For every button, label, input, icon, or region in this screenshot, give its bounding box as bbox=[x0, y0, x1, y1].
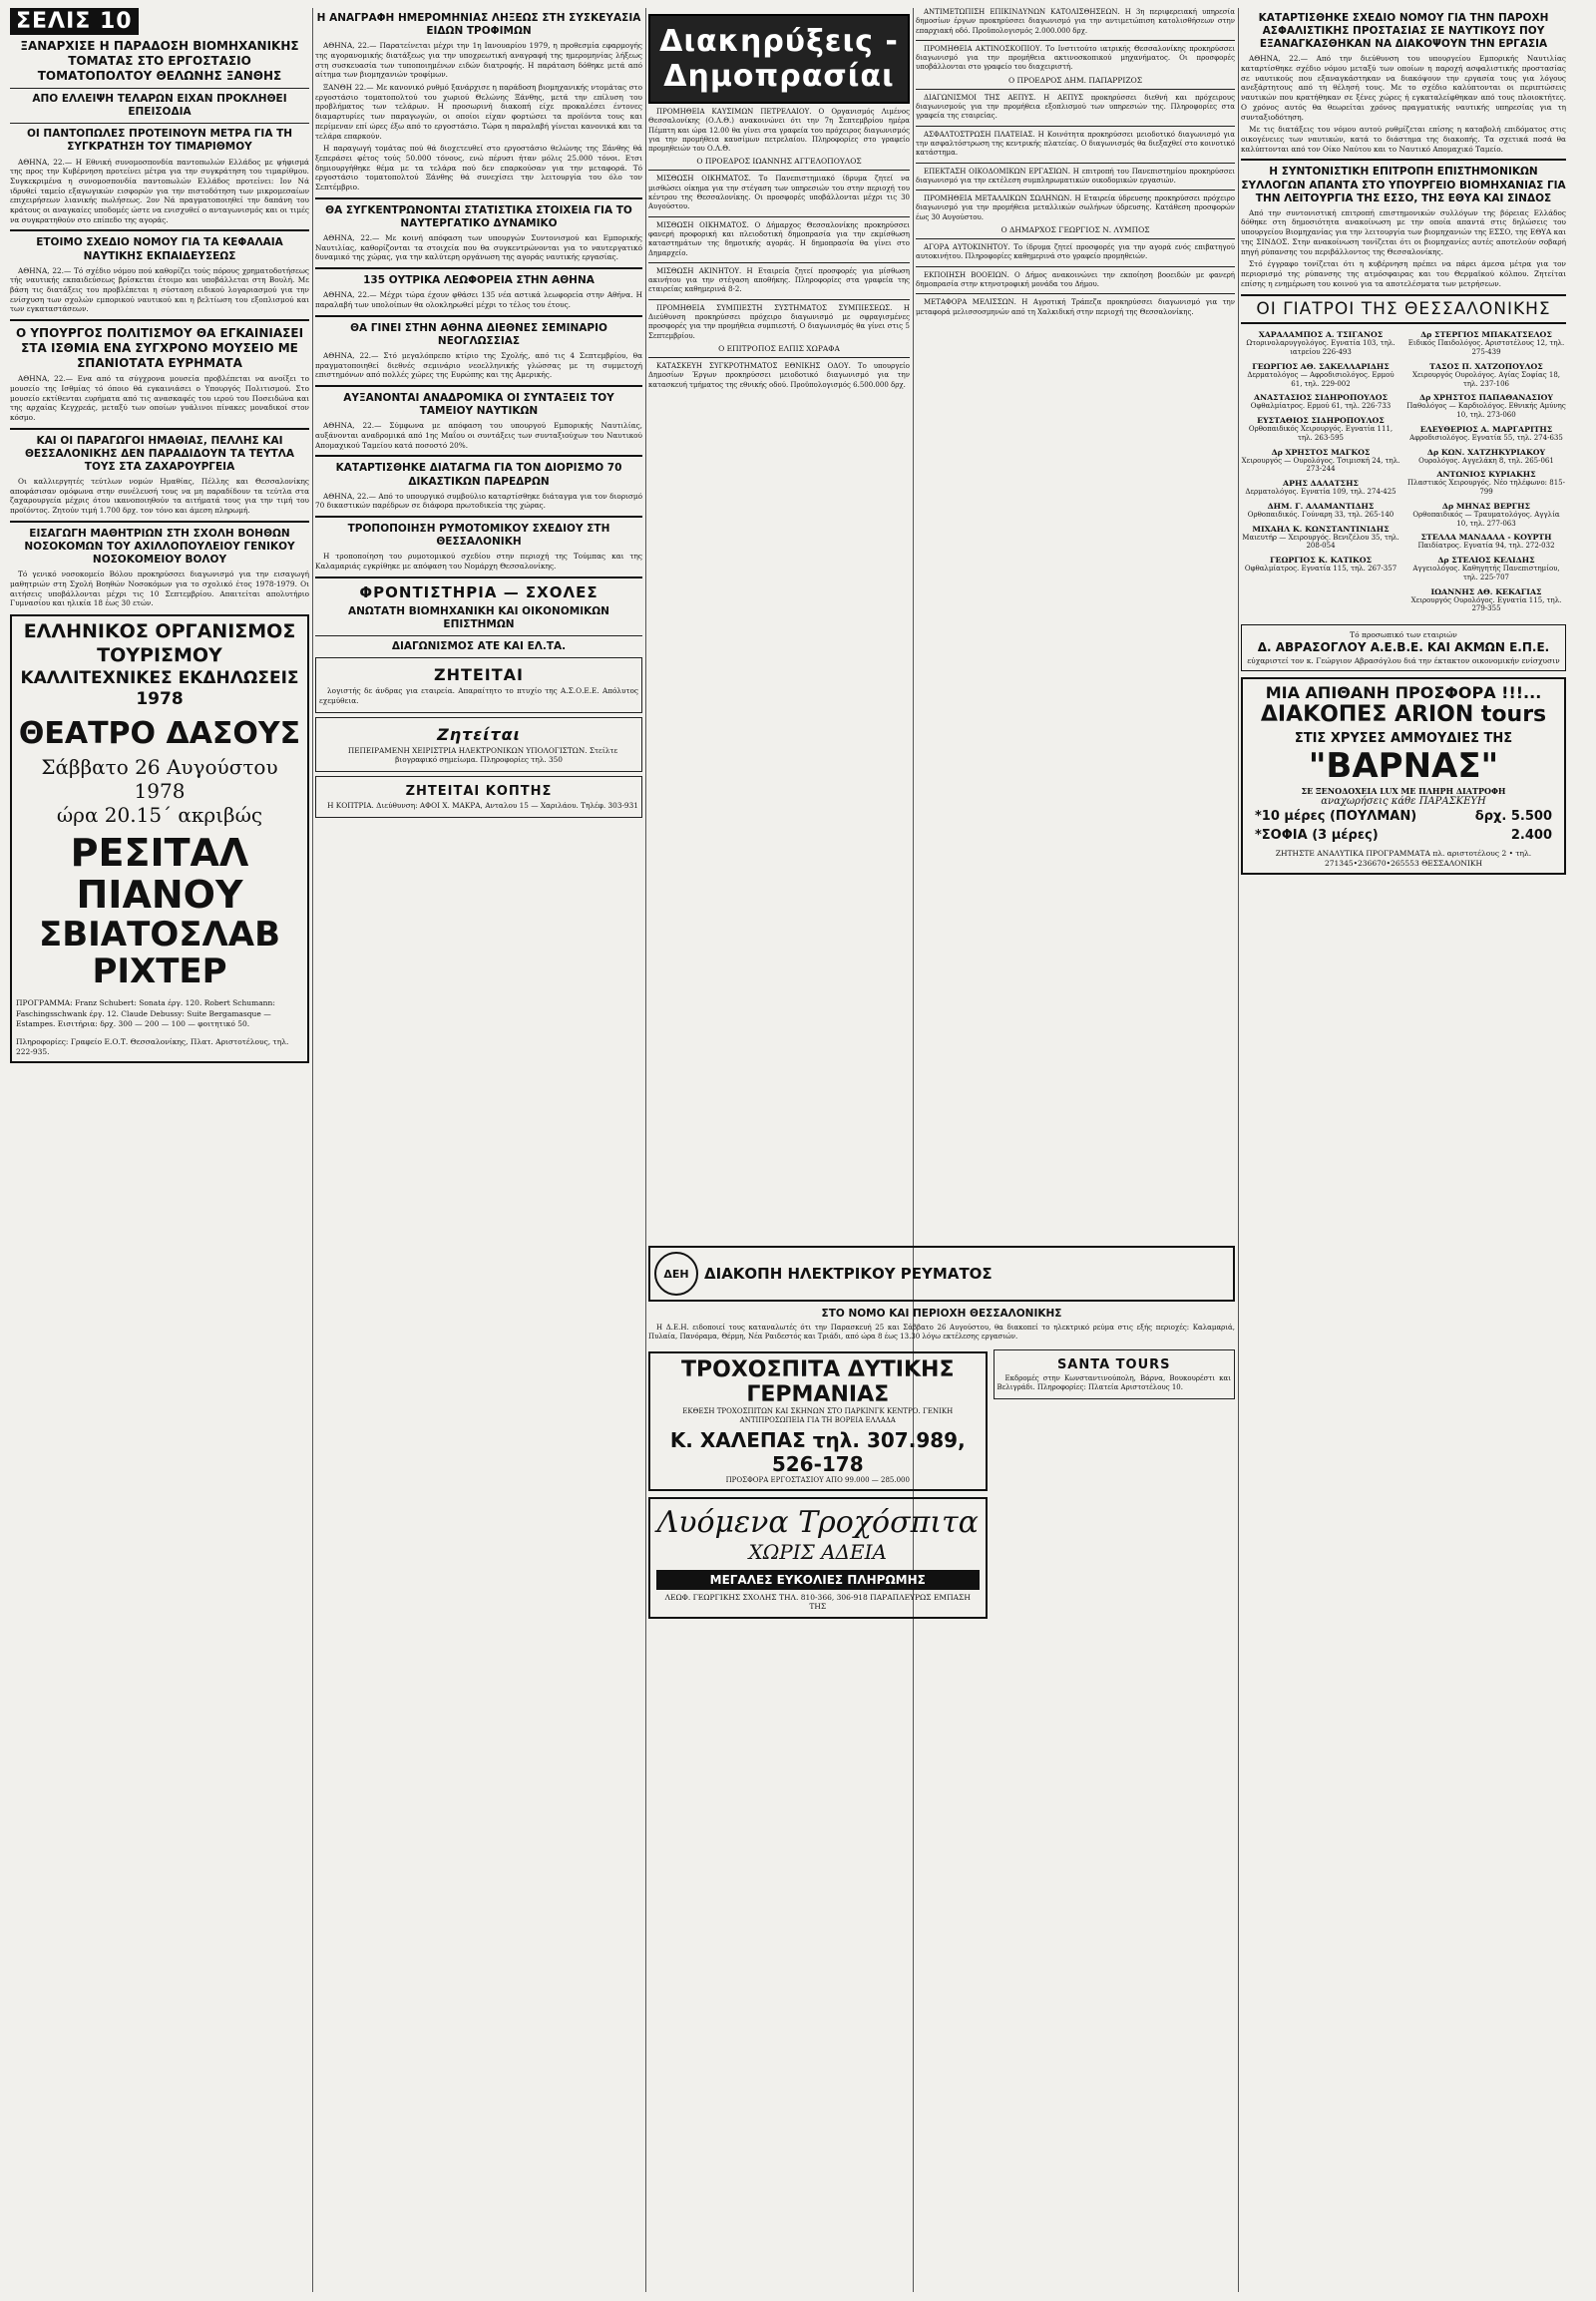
doctor-entry bbox=[1406, 425, 1566, 443]
doctor-name: Δρ ΣΤΕΛΙΟΣ ΚΕΛΙΔΗΣ bbox=[1437, 556, 1535, 566]
tender-notice: ΜΕΤΑΦΟΡΑ ΜΕΛΙΣΣΩΝ. Η Αγροτική Τράπεζα προκηρύσσει διαγωνισμό για την μεταφορά μελισσοσμηνών από τη Χαλκιδική στην περιοχή της Θεσσαλονίκης. bbox=[916, 298, 1235, 316]
article-headline: ΚΑΤΑΡΤΙΣΘΗΚΕ ΣΧΕΔΙΟ ΝΟΜΟΥ ΓΙΑ ΤΗΝ ΠΑΡΟΧΗ ΑΣΦΑΛΙΣΤΙΚΗΣ ΠΡΟΣΤΑΣΙΑΣ ΣΕ ΝΑΥΤΙΚΟΥΣ ΠΟΥ ΕΞΑΝΑΓΚΑΣΘΗΚΑΝ ΝΑ ΔΙΑΚΟΨΟΥΝ ΤΗΝ ΕΡΓΑΣΙΑ bbox=[1258, 12, 1549, 51]
tender-notice: ΜΙΣΘΩΣΗ ΑΚΙΝΗΤΟΥ. Η Εταιρεία ζητεί προσφορές για μίσθωση ακινήτου για την στέγαση αποθήκης. Πληροφορίες στα γραφεία της εταιρείας καθημερινά 8-2. bbox=[648, 266, 910, 294]
doctor-details: Μαιευτήρ — Χειρουργός. Βενιζέλου 35, τηλ. 208-054 bbox=[1242, 533, 1399, 551]
article-body: ΑΘΗΝΑ, 22.— Σύμφωνα με απόφαση του υπουργού Εμπορικής Ναυτιλίας, αυξάνονται αναδρομικά από 1ης Μαΐου οι συντάξεις των συνταξιούχων του Ναυτικού Απομαχικού Ταμείου κατά ποσοστό 20%. bbox=[315, 421, 642, 450]
arion-brand: ΔΙΑΚΟΠΕΣ ARION tours bbox=[1260, 702, 1547, 728]
column-rule bbox=[312, 8, 313, 2292]
article-headline: 135 ΟΥΤΡΙΚΑ ΛΕΩΦΟΡΕΙΑ ΣΤΗΝ ΑΘΗΝΑ bbox=[363, 274, 595, 287]
article-body: ΑΘΗΝΑ, 22.— Μέχρι τώρα έχουν φθάσει 135 νέα αστικά λεωφορεία στην Αθήνα. Η παραλαβή των υπολοίπων θα ολοκληρωθεί μέχρι το τέλος του έτους. bbox=[315, 290, 642, 309]
doctor-details: Ειδικός Παιδολόγος. Αριστοτέλους 12, τηλ. 275-439 bbox=[1407, 339, 1565, 357]
article-headline: ΕΙΣΑΓΩΓΗ ΜΑΘΗΤΡΙΩΝ ΣΤΗ ΣΧΟΛΗ ΒΟΗΘΩΝ ΝΟΣΟΚΟΜΩΝ ΤΟΥ ΑΧΙΛΛΟΠΟΥΛΕΙΟΥ ΓΕΝΙΚΟΥ ΝΟΣΟΚΟΜΕΙΟΥ ΒΟΛΟΥ bbox=[24, 527, 295, 567]
doctor-name: Δρ ΜΗΝΑΣ ΒΕΡΓΗΣ bbox=[1441, 501, 1531, 511]
doctor-details: Δερματολόγος. Εγνατία 109, τηλ. 274-425 bbox=[1245, 488, 1396, 497]
article-body: ΑΘΗΝΑ, 22.— Στό μεγαλόπρεπο κτίριο της Σχολής, από τις 4 Σεπτεμβρίου, θα πραγματοποιηθεί διεθνές σεμινάριο νεοελληνικής γλώσσας με τη συμμετοχή επιστημόνων από πολλές χώρες της Ευρώπης και της Αμερικής. bbox=[315, 350, 642, 380]
thanks-notice bbox=[1241, 624, 1566, 671]
eot-theatre: ΘΕΑΤΡΟ ΔΑΣΟΥΣ bbox=[18, 716, 301, 752]
doctor-details: Πλαστικός Χειρουργός. Νέο τηλέφωνο: 815-799 bbox=[1407, 479, 1565, 497]
doctor-details: Αφροδισιολόγος. Εγνατία 55, τηλ. 274-635 bbox=[1409, 433, 1563, 442]
doctor-name: ΔΗΜ. Γ. ΑΛΑΜΑΝΤΙΔΗΣ bbox=[1267, 501, 1375, 511]
doctor-details: Ουρολόγος. Αγγελάκη 8, τηλ. 265-061 bbox=[1418, 456, 1554, 465]
article-body: Στό έγγραφο τονίζεται ότι η κυβέρνηση πρέπει να πάρει άμεσα μέτρα για τον περιορισμό της ρύπανσης της ατμόσφαιρας και του Θερμαϊκού κόλπου. Ζητείται επίσης η ενημέρωση του κοινού για τα αποτελέσματα των μετρήσεων. bbox=[1241, 259, 1566, 288]
doctor-entry bbox=[1241, 448, 1400, 475]
doctor-entry bbox=[1241, 362, 1400, 389]
eot-pianist: ΣΒΙΑΤΟΣΛΑΒ ΡΙΧΤΕΡ bbox=[39, 914, 280, 992]
caravan-ad-price: ΠΡΟΣΦΟΡΑ ΕΡΓΟΣΤΑΣΙΟΥ ΑΠΟ 99.000 — 285.000 bbox=[725, 1475, 910, 1484]
doctors-directory-title: ΟΙ ΓΙΑΤΡΟΙ ΤΗΣ ΘΕΣΣΑΛΟΝΙΚΗΣ bbox=[1241, 294, 1566, 324]
doctor-entry bbox=[1241, 502, 1400, 520]
article-body: ΑΘΗΝΑ, 22.— Η Εθνική συνομοσπονδία παντοπωλών Ελλάδος με ψήφισμά της προς την Κυβέρνηση προτείνει μέτρα για την συγκράτηση του τιμαρίθμου. Συγκεκριμένα η συνομοσπονδία παντοπωλών Ελλάδος προτείνει: Ιον Νά ιδρυθεί ταμείο εξαγωγικών εισφορών για την πιστοδότηση των μικρομεσαίων επιχειρήσεων λιανικής πωλήσεως. 2ον Νά πραγματοποιηθεί την δαπάνη του κράτους οι αναγκαίες υποδομές ώστε να ενισχυθεί ο ανταγωνισμός και οι τιμές να συγκρατηθούν στο επίπεδο της αγοράς. bbox=[10, 157, 309, 224]
doctor-name: Δρ ΚΩΝ. ΧΑΤΖΗΚΥΡΙΑΚΟΥ bbox=[1426, 447, 1546, 457]
exam-headline: ΔΙΑΓΩΝΙΣΜΟΣ ΑΤΕ ΚΑΙ ΕΛ.ΤΑ. bbox=[391, 639, 567, 652]
article-body: ΞΑΝΘΗ 22.— Με κανονικό ρυθμό ξανάρχισε η παράδοση βιομηχανικής ντομάτας στο εργοστάσιο τοματοπολτού του χωριού Θελώνης Ξάνθης, μετά την επίλυση του προβλήματος των τελάρων. Η προσωρινή διακοπή είχε προκαλέσει έντονες διαμαρτυρίες των παραγωγών, οι οποίοι είχαν φορτώσει τα προϊόντα τους και περίμεναν επί ώρες έξω από το εργοστάσιο. Τώρα η παραλαβή γίνεται κανονικά και τα τελάρα επαρκούν. bbox=[315, 83, 642, 141]
notice-signature: Ο ΕΠΙΤΡΟΠΟΣ ΕΛΠΙΣ ΧΩΡΑΦΑ bbox=[718, 343, 840, 353]
column-2 bbox=[315, 8, 642, 822]
classified-title: ΖΗΤΕΙΤΑΙ ΚΟΠΤΗΣ bbox=[405, 783, 553, 799]
article-body: Η τροποποίηση του ρυμοτομικού σχεδίου στην περιοχή της Τούμπας και της Καλαμαριάς εγκρίθηκε με απόφαση του Νομάρχη Θεσσαλονίκης. bbox=[315, 552, 642, 572]
eot-info: Πληροφορίες: Γραφείο Ε.Ο.Τ. Θεσσαλονίκης, Πλατ. Αριστοτέλους, τηλ. 222-935. bbox=[16, 1036, 289, 1056]
doctor-details: Δερματολόγος — Αφροδισιολόγος. Ερμού 61, τηλ. 229-002 bbox=[1247, 370, 1395, 388]
dei-title: ΔΙΑΚΟΠΗ ΗΛΕΚΤΡΙΚΟΥ ΡΕΥΜΑΤΟΣ bbox=[704, 1265, 993, 1283]
classified-title: Ζητείται bbox=[437, 724, 521, 744]
article-body: ΑΘΗΝΑ, 22.— Από το υπουργικό συμβούλιο καταρτίσθηκε διάταγμα για τον διορισμό 70 δικαστικών παρέδρων σε διάφορα πρωτοδικεία της χώρας. bbox=[315, 491, 642, 511]
arion-offer: ΜΙΑ ΑΠΙΘΑΝΗ ΠΡΟΣΦΟΡΑ !!!... bbox=[1265, 683, 1542, 703]
dei-body: Η Δ.Ε.Η. ειδοποιεί τους καταναλωτές ότι την Παρασκευή 25 και Σάββατο 26 Αυγούστου, θα διακοπεί το ηλεκτρικό ρεύμα στις εξής περιοχές: Καλαμαριά, Πυλαία, Πανόραμα, Θέρμη, Νέα Ραιδεστός και Τριάδι, από ώρα 8 έως 13.30 λόγω εκτέλεσης εργασιών. bbox=[648, 1324, 1235, 1342]
arion-tours-ad bbox=[1241, 677, 1566, 875]
doctor-entry bbox=[1406, 587, 1566, 614]
doctor-entry bbox=[1241, 330, 1400, 357]
prefab-ad-subtitle: ΧΩΡΙΣ ΑΔΕΙΑ bbox=[748, 1540, 887, 1564]
section-title: ΦΡΟΝΤΙΣΤΗΡΙΑ — ΣΧΟΛΕΣ bbox=[359, 582, 598, 601]
doctor-name: ΕΥΣΤΑΘΙΟΣ ΣΙΔΗΡΟΠΟΥΛΟΣ bbox=[1257, 416, 1385, 426]
arion-price-row bbox=[1247, 807, 1560, 826]
arion-departures: αναχωρήσεις κάθε ΠΑΡΑΣΚΕΥΗ bbox=[1321, 796, 1486, 808]
travel-ad bbox=[994, 1349, 1236, 1400]
prefab-ad-payment: ΜΕΓΑΛΕΣ ΕΥΚΟΛΙΕΣ ΠΛΗΡΩΜΗΣ bbox=[656, 1570, 980, 1590]
doctor-details: Αγγειολόγος. Καθηγητής Πανεπιστημίου, τηλ. 225-707 bbox=[1412, 565, 1560, 581]
column-rule bbox=[645, 8, 646, 2292]
article-body: Οι καλλιεργητές τεύτλων νομών Ημαθίας, Πέλλης και Θεσσαλονίκης αποφάσισαν ομόφωνα στην συνέλευσή τους να μη παραδίδουν τα τεύτλα στα ζαχαρουργεία μέχρις ότου ικανοποιηθούν τα αιτήματά τους για την τιμή του προϊόντος. Ζητούν τιμή 1.700 δρχ. τον τόνο και άμεση πληρωμή. bbox=[10, 477, 309, 516]
arion-sand: ΣΤΙΣ ΧΡΥΣΕΣ ΑΜΜΟΥΔΙΕΣ ΤΗΣ bbox=[1294, 731, 1513, 747]
newspaper-page bbox=[10, 8, 1584, 2292]
tender-notice: ΚΑΤΑΣΚΕΥΗ ΣΥΓΚΡΟΤΗΜΑΤΟΣ ΕΘΝΙΚΗΣ ΟΔΟΥ. Το υπουργείο Δημοσίων Έργων προκηρύσσει μειοδοτικό διαγωνισμό για την κατασκευή τμήματος της εθνικής οδού. Προϋπολογισμός 6.500.000 δρχ. bbox=[648, 361, 910, 389]
doctor-details: Ορθοπαιδικός — Τραυματολόγος. Αγγλία 10, τηλ. 277-063 bbox=[1412, 510, 1560, 528]
lead-subheadline: ΑΠΟ ΕΛΛΕΙΨΗ ΤΕΛΑΡΩΝ ΕΙΧΑΝ ΠΡΟΚΛΗΘΕΙ ΕΠΕΙΣΟΔΙΑ bbox=[32, 93, 287, 119]
article-headline: ΚΑΙ ΟΙ ΠΑΡΑΓΩΓΟΙ ΗΜΑΘΙΑΣ, ΠΕΛΛΗΣ ΚΑΙ ΘΕΣΣΑΛΟΝΙΚΗΣ ΔΕΝ ΠΑΡΑΔΙΔΟΥΝ ΤΑ ΤΕΥΤΛΑ ΤΟΥΣ ΣΤΑ ΖΑΧΑΡΟΥΡΓΕΙΑ bbox=[25, 434, 294, 473]
doctor-details: Ορθοπαιδικός. Γούναρη 33, τηλ. 265-140 bbox=[1247, 510, 1395, 519]
doctor-name: ΜΙΧΑΗΛ Κ. ΚΩΝΣΤΑΝΤΙΝΙΔΗΣ bbox=[1252, 524, 1390, 534]
arion-price-label: *ΣΟΦΙΑ (3 μέρες) bbox=[1255, 828, 1379, 844]
tender-notice: ΑΓΟΡΑ ΑΥΤΟΚΙΝΗΤΟΥ. Το ίδρυμα ζητεί προσφορές για την αγορά ενός επιβατηγού αυτοκινήτου. Πληροφορίες καθημερινά στο γραφείο προμηθειών. bbox=[916, 243, 1235, 261]
column-4 bbox=[916, 8, 1235, 320]
doctor-name: Δρ ΣΤΕΡΓΙΟΣ ΜΠΑΚΑΤΣΕΛΟΣ bbox=[1420, 330, 1552, 340]
doctor-entry bbox=[1406, 362, 1566, 389]
tenders-banner: Διακηρύξεις - Δημοπρασίαι bbox=[648, 14, 910, 104]
column-5 bbox=[1241, 8, 1566, 881]
doctor-details: Παιδίατρος. Εγνατία 94, τηλ. 272-032 bbox=[1417, 542, 1555, 551]
column-1 bbox=[10, 8, 309, 1069]
eot-organisation: ΕΛΛΗΝΙΚΟΣ ΟΡΓΑΝΙΣΜΟΣ ΤΟΥΡΙΣΜΟΥ bbox=[23, 620, 296, 666]
tender-notice: ΑΝΤΙΜΕΤΩΠΙΣΗ ΕΠΙΚΙΝΔΥΝΩΝ ΚΑΤΟΛΙΣΘΗΣΕΩΝ. Η 3η περιφερειακή υπηρεσία δημοσίων έργων προκηρύσσει διαγωνισμό για την αντιμετώπιση κατολισθήσεων στην επαρχιακή οδό. Προϋπολογισμός 2.000.000 δρχ. bbox=[916, 8, 1235, 35]
tender-notice: ΜΙΣΘΩΣΗ ΟΙΚΗΜΑΤΟΣ. Το Πανεπιστημιακό ίδρυμα ζητεί να μισθώσει οίκημα για την στέγαση των υπηρεσιών του στην περιοχή του κέντρου της Θεσσαλονίκης. Οι προσφορές υποβάλλονται μέχρι τις 30 Αυγούστου. bbox=[648, 175, 910, 211]
column-3 bbox=[648, 8, 910, 393]
doctor-name: ΓΕΩΡΓΙΟΣ Κ. ΚΑΤΙΚΟΣ bbox=[1269, 556, 1373, 566]
dei-subtitle: ΣΤΟ ΝΟΜΟ ΚΑΙ ΠΕΡΙΟΧΗ ΘΕΣΣΑΛΟΝΙΚΗΣ bbox=[821, 1308, 1062, 1320]
classified-title: ΖΗΤΕΙΤΑΙ bbox=[433, 665, 525, 685]
doctor-details: Ωτορινολαρυγγολόγος. Εγνατία 103, τηλ. ιατρείου 226-493 bbox=[1246, 339, 1396, 357]
dei-logo-icon: ΔΕΗ bbox=[654, 1252, 698, 1296]
section-subtitle: ΑΝΩΤΑΤΗ ΒΙΟΜΗΧΑΝΙΚΗ ΚΑΙ ΟΙΚΟΝΟΜΙΚΩΝ ΕΠΙΣΤΗΜΩΝ bbox=[348, 604, 609, 630]
caravan-ad-title: ΤΡΟΧΟΣΠΙΤΑ ΔΥΤΙΚΗΣ ΓΕΡΜΑΝΙΑΣ bbox=[681, 1356, 955, 1407]
arion-price-label: *10 μέρες (ΠΟΥΛΜΑΝ) bbox=[1255, 809, 1417, 825]
arion-hotel: ΣΕ ΞΕΝΟΔΟΧΕΙΑ LUX ΜΕ ΠΛΗΡΗ ΔΙΑΤΡΟΦΗ bbox=[1301, 786, 1506, 797]
tender-notice: ΕΠΕΚΤΑΣΗ ΟΙΚΟΔΟΜΙΚΩΝ ΕΡΓΑΣΙΩΝ. Η επιτροπή του Πανεπιστημίου προκηρύσσει διαγωνισμό για την εκτέλεση συμπληρωματικών οικοδομικών εργασιών. bbox=[916, 167, 1235, 185]
doctor-entry bbox=[1241, 416, 1400, 443]
arion-destination: "ΒΑΡΝΑΣ" bbox=[1308, 746, 1499, 787]
doctor-details: Οφθαλμίατρος. Εγνατία 115, τηλ. 267-357 bbox=[1244, 565, 1397, 574]
doctor-details: Χειρουργός Ουρολόγος. Εγνατία 115, τηλ. 279-355 bbox=[1410, 595, 1562, 613]
tender-notice: ΑΣΦΑΛΤΟΣΤΡΩΣΗ ΠΛΑΤΕΙΑΣ. Η Κοινότητα προκηρύσσει μειοδοτικό διαγωνισμό για την ασφαλτόστρωση της κεντρικής πλατείας. Ο διαγωνισμός θα διεξαχθεί στο κοινοτικό κατάστημα. bbox=[916, 130, 1235, 158]
tender-notice: ΠΡΟΜΗΘΕΙΑ ΜΕΤΑΛΛΙΚΩΝ ΣΩΛΗΝΩΝ. Η Εταιρεία ύδρευσης προκηρύσσει πρόχειρο διαγωνισμό για την προμήθεια μεταλλικών σωλήνων ύδρευσης. Κατάθεση προσφορών έως 30 Αυγούστου. bbox=[916, 194, 1235, 221]
travel-ad-title: SANTA TOURS bbox=[1056, 1356, 1171, 1372]
eot-advertisement bbox=[10, 614, 309, 1063]
doctor-entry bbox=[1241, 479, 1400, 497]
doctor-name: ΓΕΩΡΓΙΟΣ ΑΘ. ΣΑΚΕΛΛΑΡΙΔΗΣ bbox=[1252, 361, 1390, 371]
article-body: ΑΘΗΝΑ, 22.— Με κοινή απόφαση των υπουργών Συντονισμού και Εμπορικής Ναυτιλίας, καθορίζονται τα στοιχεία που θα συγκεντρώνονται για το ναυτεργατικό δυναμικό της χώρας, για την καλύτερη οργάνωση της αγοράς ναυτικής εργασίας. bbox=[315, 233, 642, 262]
article-headline: Η ΣΥΝΤΟΝΙΣΤΙΚΗ ΕΠΙΤΡΟΠΗ ΕΠΙΣΤΗΜΟΝΙΚΩΝ ΣΥΛΛΟΓΩΝ ΑΠΑΝΤΑ ΣΤΟ ΥΠΟΥΡΓΕΙΟ ΒΙΟΜΗΧΑΝΙΑΣ ΓΙΑ ΤΗΝ ΛΕΙΤΟΥΡΓΙΑ ΤΗΣ ΕΣΣΟ, ΤΗΣ ΕΘΥΑ ΚΑΙ ΣΙΝΔΟΣ bbox=[1241, 166, 1566, 204]
doctor-details: Παθολόγος — Καρδιολόγος. Εθνικής Αμύνης 10, τηλ. 273-060 bbox=[1406, 402, 1566, 420]
thanks-body: εύχαριστεί τον κ. Γεώργιον Αβρασόγλου διά την έκτακτον οικονομικήν ενίσχυσιν bbox=[1247, 655, 1560, 665]
column-rule bbox=[1238, 8, 1239, 2292]
doctor-entry bbox=[1406, 330, 1566, 357]
article-headline: ΟΙ ΠΑΝΤΟΠΩΛΕΣ ΠΡΟΤΕΙΝΟΥΝ ΜΕΤΡΑ ΓΙΑ ΤΗ ΣΥΓΚΡΑΤΗΣΗ ΤΟΥ ΤΙΜΑΡΙΘΜΟΥ bbox=[26, 128, 293, 154]
travel-ad-text: Εκδρομές στην Κωνσταντινούπολη, Βάρνα, Βουκουρέστι και Βελιγράδι. Πληροφορίες: Πλατεία Αριστοτέλους 10. bbox=[997, 1373, 1231, 1392]
eot-events: ΚΑΛΛΙΤΕΧΝΙΚΕΣ ΕΚΔΗΛΩΣΕΙΣ 1978 bbox=[20, 667, 299, 709]
article-body: ΑΘΗΝΑ, 22.— Παρατείνεται μέχρι την 1η Ιανουαρίου 1979, η προθεσμία εφαρμογής της αγορανομικής διατάξεως για την υποχρεωτική αναγραφή της ημερομηνίας λήξεως στη συσκευασία των τυποποιημένων ειδών διατροφής. Η παράταση δόθηκε μετά από αίτημα των βιομηχανιών τροφίμων. bbox=[315, 41, 642, 80]
column-rule bbox=[913, 8, 914, 2292]
doctor-entry bbox=[1241, 393, 1400, 411]
doctor-entry bbox=[1406, 470, 1566, 497]
doctor-name: ΧΑΡΑΛΑΜΠΟΣ Α. ΤΣΙΓΑΝΟΣ bbox=[1258, 330, 1384, 340]
prefab-caravan-ad bbox=[648, 1497, 988, 1619]
article-body: Από την συντονιστική επιτροπή επιστημονικών συλλόγων της βόρειας Ελλάδος δόθηκε στη δημοσιότητα ανακοίνωση με την οποία απαντά στις δηλώσεις του υπουργείου Βιομηχανίας για την λειτουργία των βιομηχανιών της ΕΣΣΟ, της ΕΘΥΑ και της ΣΙΝΔΟΣ. Στην ανακοίνωση τονίζεται ότι οι βιομηχανίες αυτές αποτελούν σοβαρή πηγή ρύπανσης του περιβάλλοντος της Θεσσαλονίκης. bbox=[1241, 207, 1566, 256]
article-headline: ΘΑ ΣΥΓΚΕΝΤΡΩΝΟΝΤΑΙ ΣΤΑΤΙΣΤΙΚΑ ΣΤΟΙΧΕΙΑ ΓΙΑ ΤΟ ΝΑΥΤΕΡΓΑΤΙΚΟ ΔΥΝΑΜΙΚΟ bbox=[325, 203, 632, 229]
tender-notice: ΠΡΟΜΗΘΕΙΑ ΑΚΤΙΝΟΣΚΟΠΙΟΥ. Το Ινστιτούτο ιατρικής Θεσσαλονίκης προκηρύσσει διαγωνισμό για την προμήθεια ακτινοσκοπικού μηχανήματος. Οι προσφορές υποβάλλονται στο γραφείο του διαχειριστή. bbox=[916, 44, 1235, 72]
doctor-name: ΣΤΕΛΛΑ ΜΑΝΔΑΛΑ - ΚΟΥΡΤΗ bbox=[1420, 533, 1552, 543]
article-headline: Η ΑΝΑΓΡΑΦΗ ΗΜΕΡΟΜΗΝΙΑΣ ΛΗΞΕΩΣ ΣΤΗ ΣΥΣΚΕΥΑΣΙΑ ΕΙΔΩΝ ΤΡΟΦΙΜΩΝ bbox=[316, 12, 641, 38]
masthead bbox=[10, 8, 309, 35]
caravan-ad-contact: Κ. ΧΑΛΕΠΑΣ τηλ. 307.989, 526-178 bbox=[669, 1427, 966, 1476]
doctor-name: ΕΛΕΥΘΕΡΙΟΣ Α. ΜΑΡΓΑΡΙΤΗΣ bbox=[1419, 424, 1553, 434]
tender-notice: ΔΙΑΓΩΝΙΣΜΟΙ ΤΗΣ ΑΕΠΥΣ. Η ΑΕΠΥΣ προκηρύσσει διεθνή και πρόχειρους διαγωνισμούς για την προμήθεια εξοπλισμού των υπηρεσιών της. Πληροφορίες στα γραφεία της εταιρείας. bbox=[916, 93, 1235, 121]
doctor-name: ΑΝΑΣΤΑΣΙΟΣ ΣΙΔΗΡΟΠΟΥΛΟΣ bbox=[1253, 393, 1389, 403]
doctor-entry bbox=[1406, 393, 1566, 420]
article-headline: ΑΥΞΑΝΟΝΤΑΙ ΑΝΑΔΡΟΜΙΚΑ ΟΙ ΣΥΝΤΑΞΕΙΣ ΤΟΥ ΤΑΜΕΙΟΥ ΝΑΥΤΙΚΩΝ bbox=[343, 392, 614, 418]
eot-programme: ΠΡΟΓΡΑΜΜΑ: Franz Schubert: Sonata έργ. 120. Robert Schumann: Faschingsschwank έργ. 12. Claude Debussy: Suite Bergamasque — Estampes. Εισιτήρια: δρχ. 300 — 200 — 100 — φοιτητικό 50. bbox=[16, 998, 275, 1028]
doctor-entry bbox=[1406, 448, 1566, 466]
doctors-left-column bbox=[1241, 330, 1400, 618]
doctor-name: ΑΝΤΩΝΙΟΣ ΚΥΡΙΑΚΗΣ bbox=[1436, 470, 1536, 480]
doctor-details: Χειρουργός Ουρολόγος. Αγίας Σοφίας 18, τηλ. 237-106 bbox=[1411, 370, 1560, 388]
article-body: ΑΘΗΝΑ, 22.— Από την διεύθυνση του υπουργείου Εμπορικής Ναυτιλίας καταρτίσθηκε σχέδιο νόμου μεταξύ των οποίων η παροχή ασφαλιστικής προστασίας σε ναυτικούς που εξαναγκάστηκαν να διακόψουν την εργασία τους για λόγους ανεξάρτητους από τη θέλησή τους. Με το σχέδιο καλύπτονται οι περιπτώσεις ναυτικών που κρατήθηκαν σε ξένες χώρες ή εγκαταλείφθηκαν από τους πλοιοκτήτες. Ο χρόνος αυτός θα θεωρείται χρόνος πραγματικής ναυτικής υπηρεσίας για τη συνταξιοδότηση. bbox=[1241, 54, 1566, 122]
eot-date: Σάββατο 26 Αυγούστου 1978 bbox=[41, 755, 278, 804]
thanks-intro: Τό προσωπικό των εταιριών bbox=[1350, 630, 1457, 640]
arion-price-row bbox=[1247, 826, 1560, 845]
article-body: Η παραγωγή τομάτας πού θά διοχετευθεί στο εργοστάσιο θελώνης της Ξάνθης θά ξεπεράσει φέτος τούς 50.000 τόνους, ενώ πέρυσι ήταν μόλις 25.000 τόνοι. Ετσι δημιουργήθηκε θέμα με τα τελάρα πού δεν επαρκούσαν για την μεταφορά. Τό εργοστάσιο τοματοπολτού Ξάνθης θά συνεχίσει την λειτουργία του όλο τον Σεπτέμβριο. bbox=[315, 144, 642, 192]
classified-body: λογιστής δε άνδρας για εταιρεία. Απαραίτητο το πτυχίο της Α.Σ.Ο.Ε.Ε. Απόλυτος εχεμύθεια. bbox=[319, 686, 638, 705]
article-body: ΑΘΗΝΑ, 22.— Τό σχέδιο νόμου πού καθορίζει τούς πόρους χρηματοδοτήσεως τής ναυτικής εκπαιδεύσεως βρίσκεται έτοιμο και υποβάλλεται στη Βουλή. Με βάση τις διατάξεις του προβλέπεται η σύσταση ειδικού λογαριασμού για την ενίσχυση των σχολών εμπορικού ναυτικού και η βελτίωση του εξοπλισμού και των εγκαταστάσεων. bbox=[10, 265, 309, 314]
article-headline: ΕΤΟΙΜΟ ΣΧΕΔΙΟ ΝΟΜΟΥ ΓΙΑ ΤΑ ΚΕΦΑΛΑΙΑ ΝΑΥΤΙΚΗΣ ΕΚΠΑΙΔΕΥΣΕΩΣ bbox=[36, 236, 283, 262]
ads-block bbox=[648, 1240, 1235, 1625]
doctor-entry bbox=[1406, 533, 1566, 551]
tender-notice: ΜΙΣΘΩΣΗ ΟΙΚΗΜΑΤΟΣ. Ο Δήμαρχος Θεσσαλονίκης προκηρύσσει φανερή προφορική και πλειοδοτική δημοπρασία για την εκμίσθωση καταστημάτων της δημοτικής αγοράς. Η δημοπρασία θα γίνει στο Δημαρχείο. bbox=[648, 220, 910, 257]
arion-contact: ΖΗΤΗΣΤΕ ΑΝΑΛΥΤΙΚΑ ΠΡΟΓΡΑΜΜΑΤΑ πλ. αριστοτέλους 2 • τηλ. 271345•236670•265553 ΘΕΣΣΑΛΟΝΙΚΗ bbox=[1275, 849, 1532, 868]
tender-notice: ΕΚΠΟΙΗΣΗ ΒΟΟΕΙΩΝ. Ο Δήμος ανακοινώνει την εκποίηση βοοειδών με φανερή δημοπρασία στην κτηνοτροφική μονάδα του Δήμου. bbox=[916, 270, 1235, 288]
doctor-details: Ορθοπαιδικός Χειρουργός. Εγνατία 111, τηλ. 263-595 bbox=[1248, 425, 1394, 442]
doctors-right-column bbox=[1406, 330, 1566, 618]
doctor-details: Χειρουργός — Ουρολόγος. Τσιμισκή 24, τηλ. 273-244 bbox=[1241, 456, 1400, 474]
doctor-entry bbox=[1406, 502, 1566, 529]
lead-headline: ΞΑΝΑΡΧΙΣΕ Η ΠΑΡΑΔΟΣΗ ΒΙΟΜΗΧΑΝΙΚΗΣ ΤΟΜΑΤΑΣ ΣΤΟ ΕΡΓΟΣΤΑΣΙΟ ΤΟΜΑΤΟΠΟΛΤΟΥ ΘΕΛΩΝΗΣ ΞΑΝΘΗΣ bbox=[20, 39, 299, 83]
article-body: Με τις διατάξεις του νόμου αυτού ρυθμίζεται επίσης η καταβολή επιδόματος στις οικογένειες των ναυτικών, κατά το διάστημα της διακοπής. Τα σχετικά ποσά θα καλύπτονται από τον Οίκο Ναύτου και το Ναυτικό Απομαχικό Ταμείο. bbox=[1241, 125, 1566, 154]
doctor-name: ΙΩΑΝΝΗΣ ΑΘ. ΚΕΚΑΓΙΑΣ bbox=[1430, 586, 1542, 596]
doctor-entry bbox=[1406, 556, 1566, 582]
classified-body: Η ΚΟΠΤΡΙΑ. Διεύθυνση: ΑΦΟΙ Χ. ΜΑΚΡΑ, Ανταλου 15 — Χαριλάου. Τηλέφ. 303-931 bbox=[327, 800, 638, 810]
doctor-name: ΤΑΣΟΣ Π. ΧΑΤΖΟΠΟΥΛΟΣ bbox=[1429, 361, 1543, 371]
doctor-details: Οφθαλμίατρος. Ερμού 61, τηλ. 226-733 bbox=[1250, 402, 1392, 411]
arion-price-value: δρχ. 5.500 bbox=[1474, 809, 1552, 825]
doctor-name: ΑΡΗΣ ΔΑΛΑΤΣΗΣ bbox=[1283, 479, 1359, 489]
article-body: Τό γενικό νοσοκομείο Βόλου προκηρύσσει διαγωνισμό για την εισαγωγή μαθητριών στη Σχολή Βοηθών Νοσοκόμων για το σχολικό έτος 1978-1979. Οι αιτήσεις υποβάλλονται μέχρι τις 10 Σεπτεμβρίου. Απαιτείται απολυτήριο Γυμνασίου και ηλικία 18 έως 30 ετών. bbox=[10, 570, 309, 608]
caravan-ad-text: ΕΚΘΕΣΗ ΤΡΟΧΟΣΠΙΤΩΝ ΚΑΙ ΣΚΗΝΩΝ ΣΤΟ ΠΑΡΚΙΝΓΚ ΚΕΝΤΡΟ. ΓΕΝΙΚΗ ΑΝΤΙΠΡΟΣΩΠΕΙΑ ΓΙΑ ΤΗ ΒΟΡΕΙΑ ΕΛΛΑΔΑ bbox=[682, 1406, 954, 1424]
eot-recital: ΡΕΣΙΤΑΛ ΠΙΑΝΟΥ bbox=[70, 831, 249, 917]
classified-body: ΠΕΠΕΙΡΑΜΕΝΗ ΧΕΙΡΙΣΤΡΙΑ ΗΛΕΚΤΡΟΝΙΚΩΝ ΥΠΟΛΟΓΙΣΤΩΝ. Στείλτε βιογραφικό σημείωμα. Πληροφορίες τηλ. 350 bbox=[347, 745, 618, 765]
doctor-entry bbox=[1241, 556, 1400, 574]
dei-notice bbox=[648, 1246, 1235, 1302]
page-number-logo: ΣΕΛΙΣ 10 bbox=[10, 8, 139, 35]
arion-price-value: 2.400 bbox=[1510, 828, 1552, 844]
tender-notice: ΠΡΟΜΗΘΕΙΑ ΚΑΥΣΙΜΩΝ ΠΕΤΡΕΛΑΙΟΥ. Ο Οργανισμός Λιμένος Θεσσαλονίκης (Ο.Λ.Θ.) ανακοινώνει ότι την 7η Σεπτεμβρίου ημέρα Πέμπτη και ώρα 12.00 θα γίνει στα γραφεία του πρόχειρος διαγωνισμός για την προμήθεια καυσίμων πετρελαίου. Πληροφορίες στο γραφείο προμηθειών του Ο.Λ.Θ. bbox=[648, 108, 910, 154]
article-body: ΑΘΗΝΑ, 22.— Ενα από τα σύγχρονα μουσεία προβλέπεται να ανοίξει το μουσείο της Ισθμίας τό όποιο θά εγκαινιάσει ο Υπουργός Πολιτισμού. Στο μουσείο εκτίθενται ευρήματα από τις ανασκαφές του ιερού του Ποσειδώνα και της αρχαίας Κεγχρεάς, μεταξύ των οποίων γυάλινοι πίνακες μοναδικοί στον κόσμο. bbox=[10, 374, 309, 422]
article-headline: ΘΑ ΓΙΝΕΙ ΣΤΗΝ ΑΘΗΝΑ ΔΙΕΘΝΕΣ ΣΕΜΙΝΑΡΙΟ ΝΕΟΓΛΩΣΣΙΑΣ bbox=[350, 321, 607, 347]
tender-notice: ΠΡΟΜΗΘΕΙΑ ΣΥΜΠΙΕΣΤΗ ΣΥΣΤΗΜΑΤΟΣ ΣΥΜΠΙΕΣΕΩΣ. Η Διεύθυνση προκηρύσσει πρόχειρο διαγωνισμό με σφραγισμένες προσφορές για την προμήθεια συμπιεστή. Ο διαγωνισμός θα γίνει στις 5 Σεπτεμβρίου. bbox=[648, 303, 910, 340]
article-headline: Ο ΥΠΟΥΡΓΟΣ ΠΟΛΙΤΙΣΜΟΥ ΘΑ ΕΓΚΑΙΝΙΑΣΕΙ ΣΤΑ ΙΣΘΜΙΑ ΕΝΑ ΣΥΓΧΡΟΝΟ ΜΟΥΣΕΙΟ ΜΕ ΣΠΑΝΙΟΤΑΤΑ ΕΥΡΗΜΑΤΑ bbox=[15, 326, 304, 371]
notice-signature: Ο ΠΡΟΕΔΡΟΣ ΙΩΑΝΝΗΣ ΑΓΓΕΛΟΠΟΥΛΟΣ bbox=[696, 157, 862, 167]
notice-signature: Ο ΔΗΜΑΡΧΟΣ ΓΕΩΡΓΙΟΣ Ν. ΛΥΜΠΟΣ bbox=[1000, 225, 1150, 235]
article-headline: ΤΡΟΠΟΠΟΙΗΣΗ ΡΥΜΟΤΟΜΙΚΟΥ ΣΧΕΔΙΟΥ ΣΤΗ ΘΕΣΣΑΛΟΝΙΚΗ bbox=[347, 523, 610, 549]
notice-signature: Ο ΠΡΟΕΔΡΟΣ ΔΗΜ. ΠΑΠΑΡΡΙΖΟΣ bbox=[1007, 75, 1143, 85]
prefab-ad-title: Λυόμενα Τροχόσπιτα bbox=[656, 1505, 979, 1540]
doctor-entry bbox=[1241, 525, 1400, 552]
eot-time: ώρα 20.15΄ ακριβώς bbox=[56, 803, 263, 828]
doctor-name: Δρ ΧΡΗΣΤΟΣ ΠΑΠΑΘΑΝΑΣΙΟΥ bbox=[1419, 393, 1553, 403]
prefab-ad-address: ΛΕΩΦ. ΓΕΩΡΓΙΚΗΣ ΣΧΟΛΗΣ ΤΗΛ. 810-366, 306-918 ΠΑΡΑΠΛΕΥΡΩΣ ΕΜΠΑΣΗ ΤΗΣ bbox=[664, 1593, 971, 1611]
thanks-company: Δ. ΑΒΡΑΣΟΓΛΟΥ Α.Ε.Β.Ε. ΚΑΙ ΑΚΜΩΝ Ε.Π.Ε. bbox=[1257, 639, 1550, 654]
doctors-directory bbox=[1241, 330, 1566, 618]
article-headline: ΚΑΤΑΡΤΙΣΘΗΚΕ ΔΙΑΤΑΓΜΑ ΓΙΑ ΤΟΝ ΔΙΟΡΙΣΜΟ 70 ΔΙΚΑΣΤΙΚΩΝ ΠΑΡΕΔΡΩΝ bbox=[335, 462, 622, 488]
caravan-ad bbox=[648, 1351, 988, 1491]
doctor-name: Δρ ΧΡΗΣΤΟΣ ΜΑΓΚΟΣ bbox=[1271, 447, 1371, 457]
